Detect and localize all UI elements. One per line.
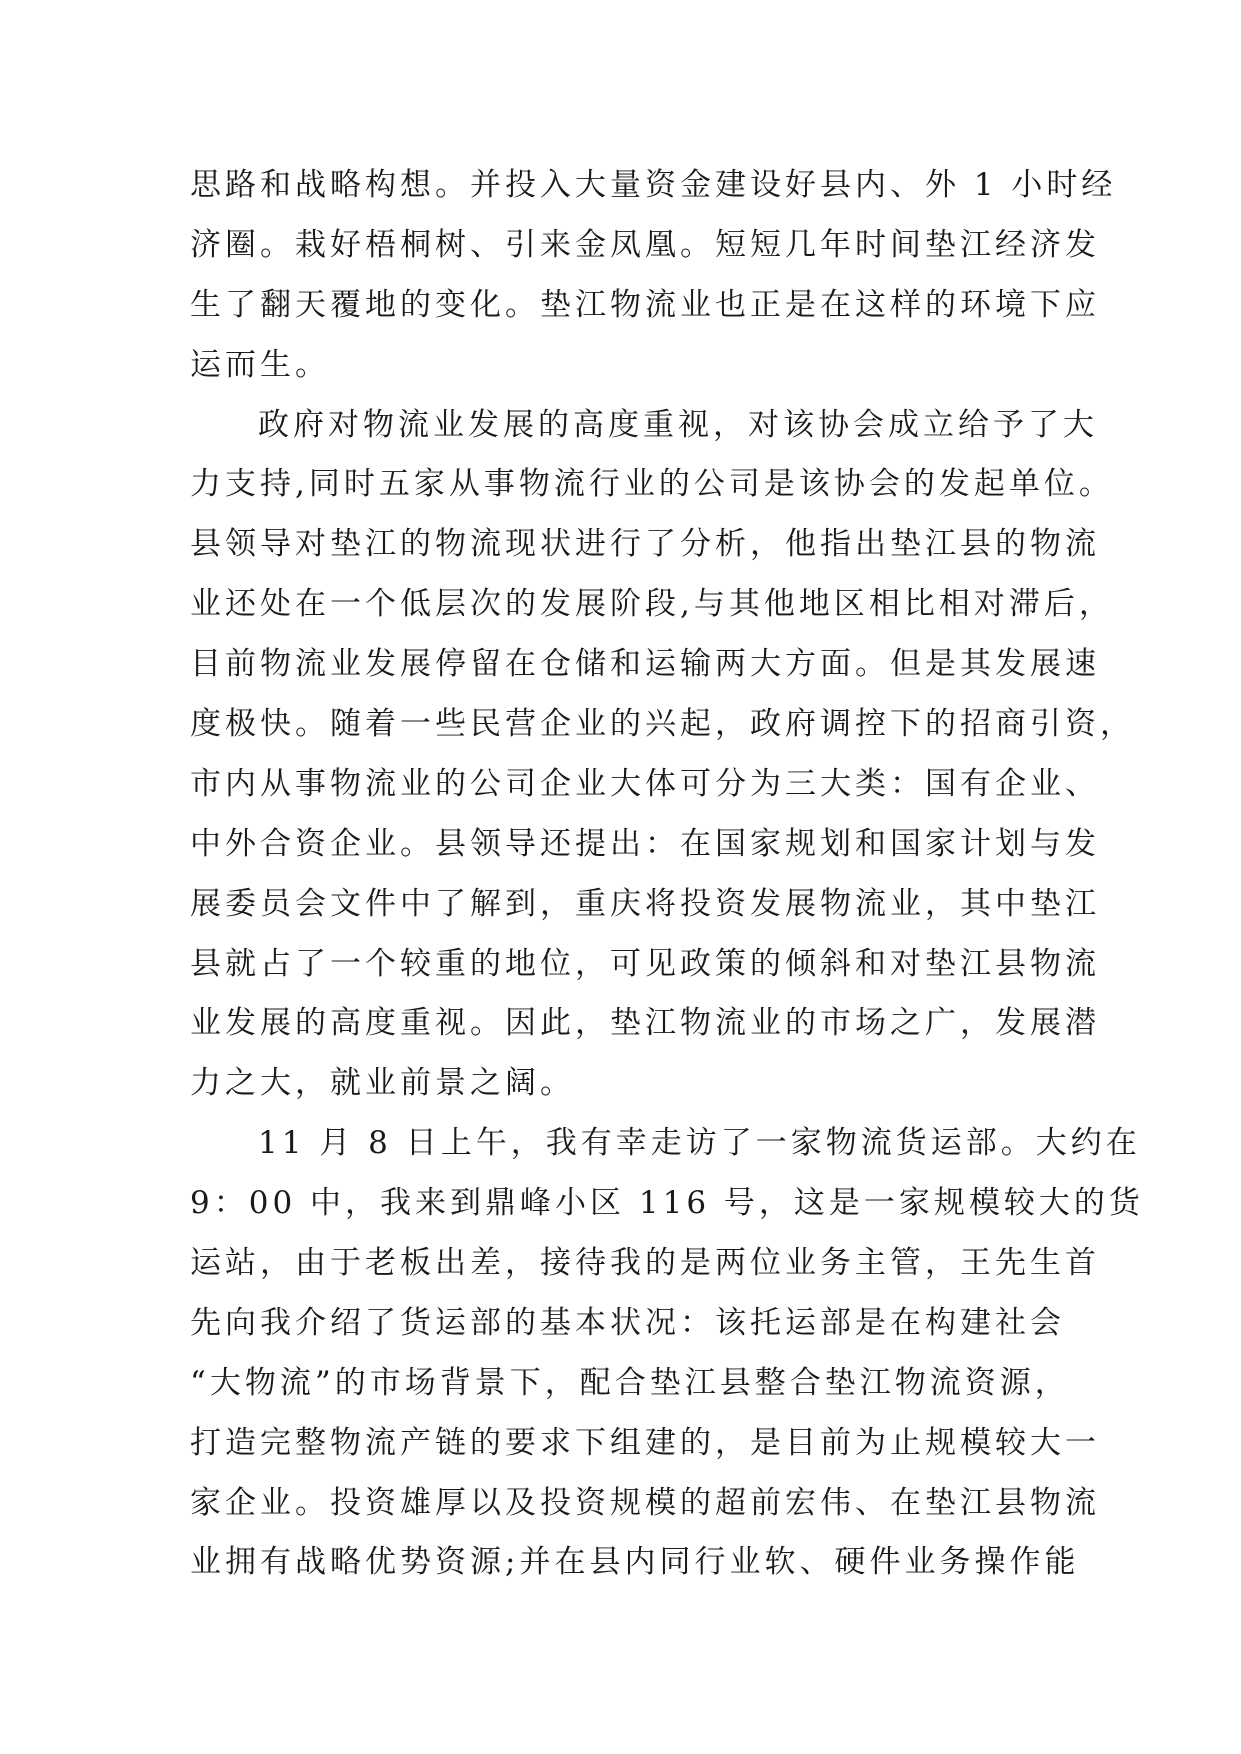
text-line: 思路和战略构想。并投入大量资金建设好县内、外 1 小时经: [190, 167, 1117, 203]
text-line: 9：00 中，我来到鼎峰小区 116 号，这是一家规模较大的货: [190, 1185, 1144, 1222]
text-line: 运而生。: [190, 346, 330, 383]
text-line: 运站，由于老板出差，接待我的是两位业务主管，王先生首: [190, 1245, 1100, 1282]
text-line: “大物流”的市场背景下，配合垫江县整合垫江物流资源，: [190, 1364, 1070, 1401]
text-line: 县领导对垫江的物流现状进行了分析，他指出垫江县的物流: [190, 526, 1100, 563]
text-line: 目前物流业发展停留在仓储和运输两大方面。但是其发展速: [190, 646, 1100, 683]
text-line: 县就占了一个较重的地位，可见政策的倾斜和对垫江县物流: [190, 945, 1100, 982]
text-line: 度极快。随着一些民营企业的兴起，政府调控下的招商引资，: [190, 706, 1135, 743]
text-line: 先向我介绍了货运部的基本状况：该托运部是在构建社会: [190, 1304, 1065, 1341]
paragraph-first-line: 政府对物流业发展的高度重视，对该协会成立给予了大: [258, 406, 1098, 443]
body-text: [190, 156, 1144, 1593]
text-line: 业拥有战略优势资源;并在县内同行业软、硬件业务操作能: [190, 1544, 1080, 1581]
text-line: 展委员会文件中了解到，重庆将投资发展物流业，其中垫江: [190, 885, 1100, 922]
text-line: 济圈。栽好梧桐树、引来金凤凰。短短几年时间垫江经济发: [190, 226, 1100, 263]
text-line: 家企业。投资雄厚以及投资规模的超前宏伟、在垫江县物流: [190, 1484, 1100, 1521]
text-line: 打造完整物流产链的要求下组建的，是目前为止规模较大一: [190, 1424, 1100, 1461]
text-line: 力支持,同时五家从事物流行业的公司是该协会的发起单位。: [190, 466, 1114, 503]
text-line: 中外合资企业。县领导还提出：在国家规划和国家计划与发: [190, 825, 1100, 862]
text-line: 业还处在一个低层次的发展阶段,与其他地区相比相对滞后，: [190, 586, 1114, 623]
text-line: 力之大，就业前景之阔。: [190, 1065, 575, 1102]
text-line: 业发展的高度重视。因此，垫江物流业的市场之广，发展潜: [190, 1005, 1100, 1042]
text-line: 生了翻天覆地的变化。垫江物流业也正是在这样的环境下应: [190, 286, 1100, 323]
text-line: 市内从事物流业的公司企业大体可分为三大类：国有企业、: [190, 765, 1100, 802]
paragraph-first-line: 11 月 8 日上午，我有幸走访了一家物流货运部。大约在: [258, 1125, 1141, 1162]
